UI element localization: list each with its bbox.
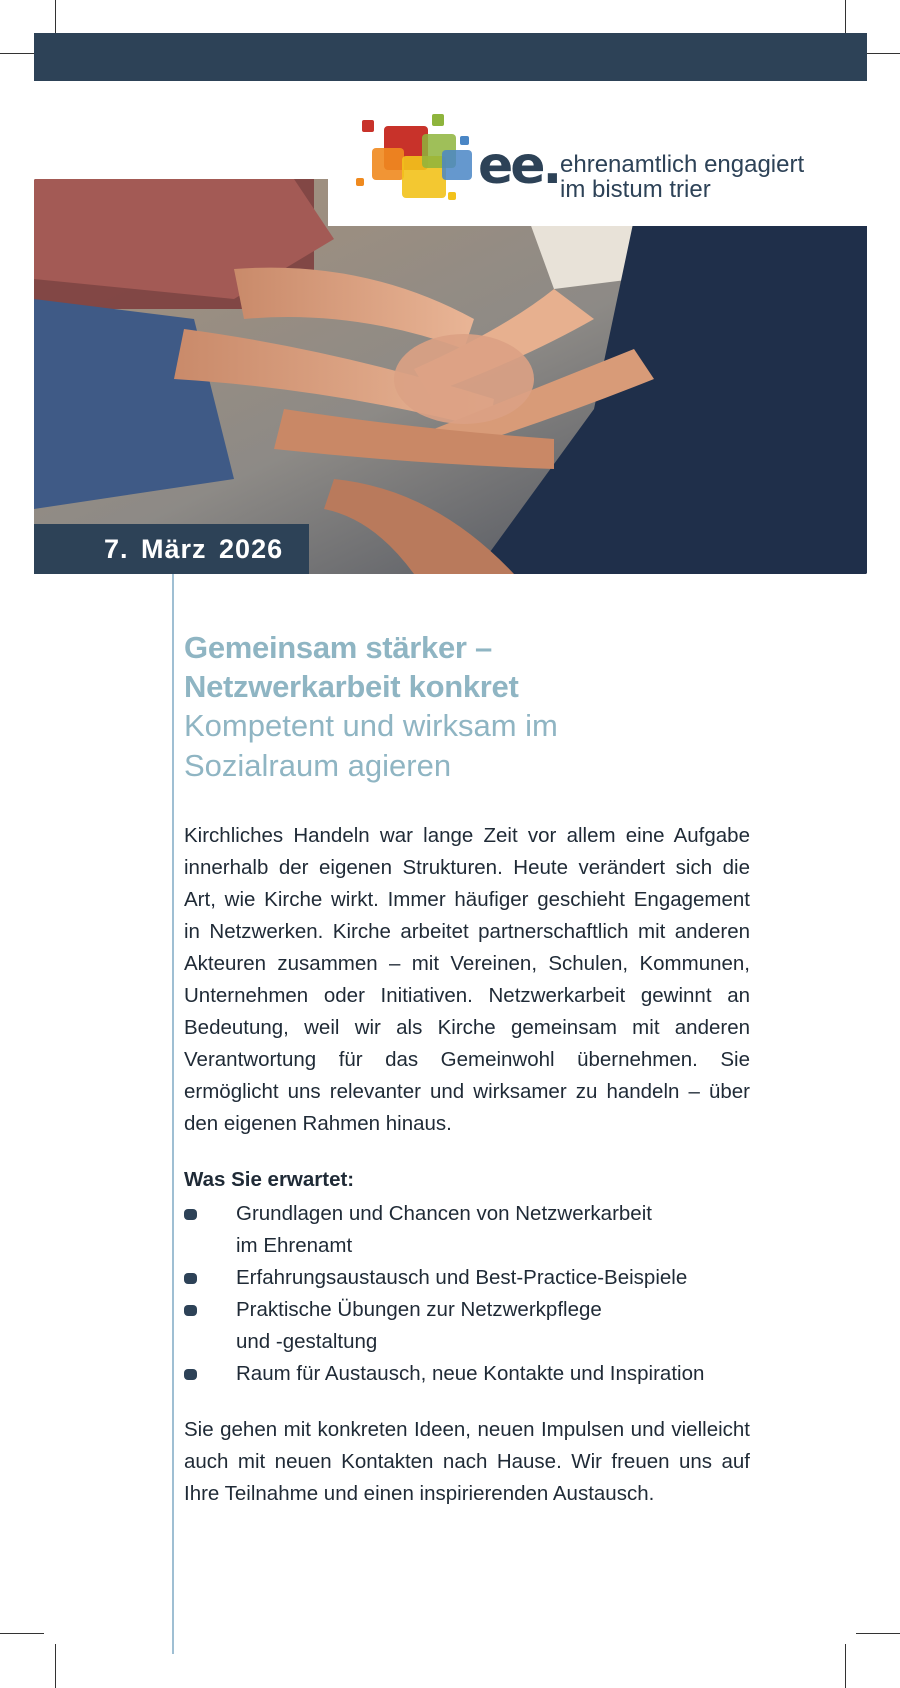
list-item	[184, 1358, 750, 1390]
bullet-icon	[184, 1369, 197, 1380]
crop-mark	[845, 1644, 846, 1688]
subtitle-line1: Kompetent und wirksam im	[184, 708, 558, 743]
logo-squares-icon	[356, 114, 480, 210]
list-item-line1: Erfahrungsaustausch und Best-Practice-Beispiele	[236, 1266, 688, 1289]
list-item-line1: Praktische Übungen zur Netzwerkpflege	[236, 1298, 602, 1321]
page-title	[184, 628, 750, 706]
title-line1: Gemeinsam stärker –	[184, 630, 492, 665]
list-item	[184, 1294, 750, 1358]
hands-illustration	[34, 176, 867, 574]
bullet-icon	[184, 1305, 197, 1316]
logo-line2: im bistum trier	[560, 176, 711, 203]
expect-list	[184, 1198, 750, 1390]
main-content	[184, 628, 750, 1510]
crop-mark	[55, 1644, 56, 1688]
crop-mark	[0, 1633, 44, 1634]
list-item-line2: und -gestaltung	[236, 1330, 378, 1353]
date-badge: 7. März 2026	[34, 524, 309, 574]
bullet-icon	[184, 1273, 197, 1284]
logo-line1: ehrenamtlich engagiert	[560, 151, 805, 178]
bullet-icon	[184, 1209, 197, 1220]
expect-heading: Was Sie erwartet:	[184, 1168, 355, 1191]
list-item	[184, 1198, 750, 1262]
list-item	[184, 1262, 750, 1294]
vertical-rule	[172, 574, 174, 1654]
list-item-line2: im Ehrenamt	[236, 1234, 353, 1257]
logo-mark: ee.	[478, 136, 560, 196]
intro-paragraph: Kirchliches Handeln war lange Zeit vor allem eine Aufgabe innerhalb der eigenen Strukturen. Heute verändert sich die Art, wie Kirche wirkt. Immer häufiger geschieht Engagement in Netzwerken. Kirche arbeitet partnerschaftlich mit anderen Akteuren zusammen – mit Vereinen, Schulen, Kommunen, Unternehmen oder Initiativen. Netzwerkarbeit gewinnt an Bedeutung, weil wir als Kirche gemeinsam mit anderen Verantwortung für das Gemeinwohl übernehmen. Sie ermöglicht uns relevanter und wirksamer zu handeln – über den eigenen Rahmen hinaus.	[184, 824, 750, 1135]
closing-paragraph: Sie gehen mit konkreten Ideen, neuen Impulsen und vielleicht auch mit neuen Kontakten nach Hause. Wir freuen uns auf Ihre Teilnahme und einen inspirierenden Austausch.	[184, 1418, 750, 1505]
page-subtitle	[184, 706, 750, 786]
list-item-line1: Raum für Austausch, neue Kontakte und Inspiration	[236, 1362, 705, 1385]
crop-mark	[856, 1633, 900, 1634]
hero-photo	[34, 176, 867, 574]
title-line2: Netzwerkarbeit konkret	[184, 669, 519, 704]
logo-wordmark	[560, 152, 804, 202]
subtitle-line2: Sozialraum agieren	[184, 748, 452, 783]
top-banner-bar	[34, 33, 867, 81]
list-item-line1: Grundlagen und Chancen von Netzwerkarbeit	[236, 1202, 652, 1225]
